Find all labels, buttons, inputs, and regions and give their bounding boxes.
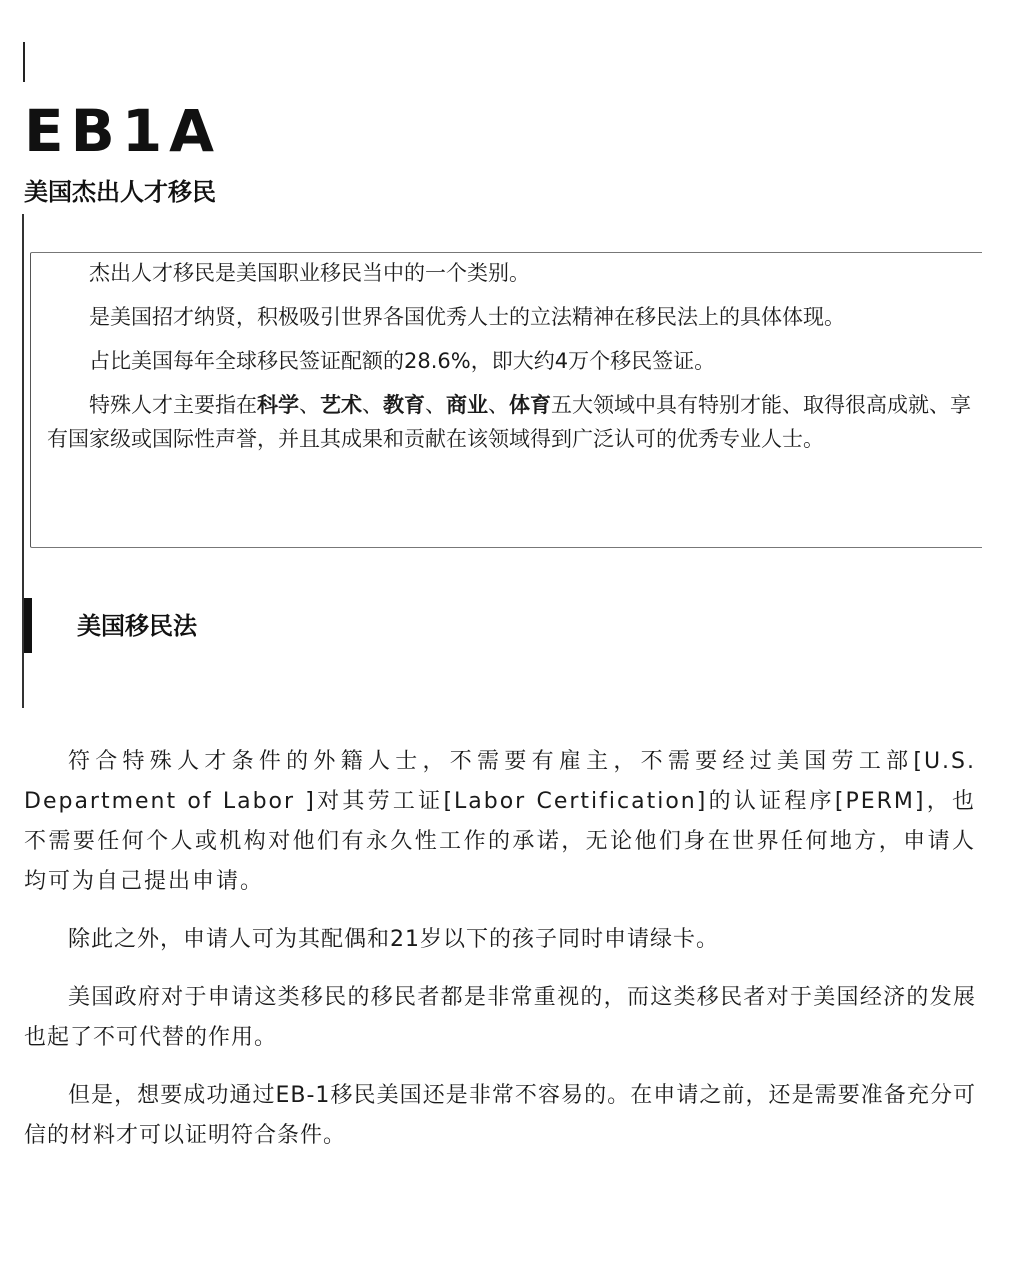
field-science: 科学 — [257, 393, 299, 417]
intro-section — [47, 256, 982, 466]
field-business: 商业 — [446, 393, 488, 417]
top-divider — [23, 42, 25, 82]
separator: 、 — [362, 393, 383, 417]
page-title: EB1A — [24, 97, 222, 165]
field-education: 教育 — [383, 393, 425, 417]
section-marker-bar — [24, 598, 32, 653]
field-sports: 体育 — [509, 393, 551, 417]
body-paragraph: 符合特殊人才条件的外籍人士，不需要有雇主，不需要经过美国劳工部[U.S. Department of Labor ]对其劳工证[Labor Certification]的认证程序[PERM]，也不需要任何个人或机构对他们有永久性工作的承诺，无论他们身在世界任何地方，申请人均可为自己提出申请。 — [24, 749, 976, 894]
section-title: 美国移民法 — [77, 612, 197, 640]
separator: 、 — [425, 393, 446, 417]
intro-paragraph: 占比美国每年全球移民签证配额的28.6%，即大约4万个移民签证。 — [89, 349, 716, 373]
separator: 、 — [299, 393, 320, 417]
intro-paragraph: 是美国招才纳贤，积极吸引世界各国优秀人士的立法精神在移民法上的具体体现。 — [89, 305, 845, 329]
fields-tail: 五大领域中具有特别才能、取得很高成就、享有国家级或国际性声誉，并且其成果和贡献在该领域得到广泛认可的优秀专业人士。 — [47, 393, 971, 451]
separator: 、 — [488, 393, 509, 417]
body-section — [24, 742, 976, 1174]
intro-paragraph-fields — [47, 388, 982, 456]
intro-paragraph: 杰出人才移民是美国职业移民当中的一个类别。 — [89, 261, 530, 285]
page-subtitle: 美国杰出人才移民 — [24, 178, 216, 206]
body-paragraph: 美国政府对于申请这类移民的移民者都是非常重视的，而这类移民者对于美国经济的发展也起了不可代替的作用。 — [24, 985, 976, 1050]
fields-lead: 特殊人才主要指在 — [89, 393, 257, 417]
field-art: 艺术 — [320, 393, 362, 417]
body-paragraph: 但是，想要成功通过EB-1移民美国还是非常不容易的。在申请之前，还是需要准备充分可信的材料才可以证明符合条件。 — [24, 1083, 976, 1148]
body-paragraph: 除此之外，申请人可为其配偶和21岁以下的孩子同时申请绿卡。 — [68, 927, 719, 952]
